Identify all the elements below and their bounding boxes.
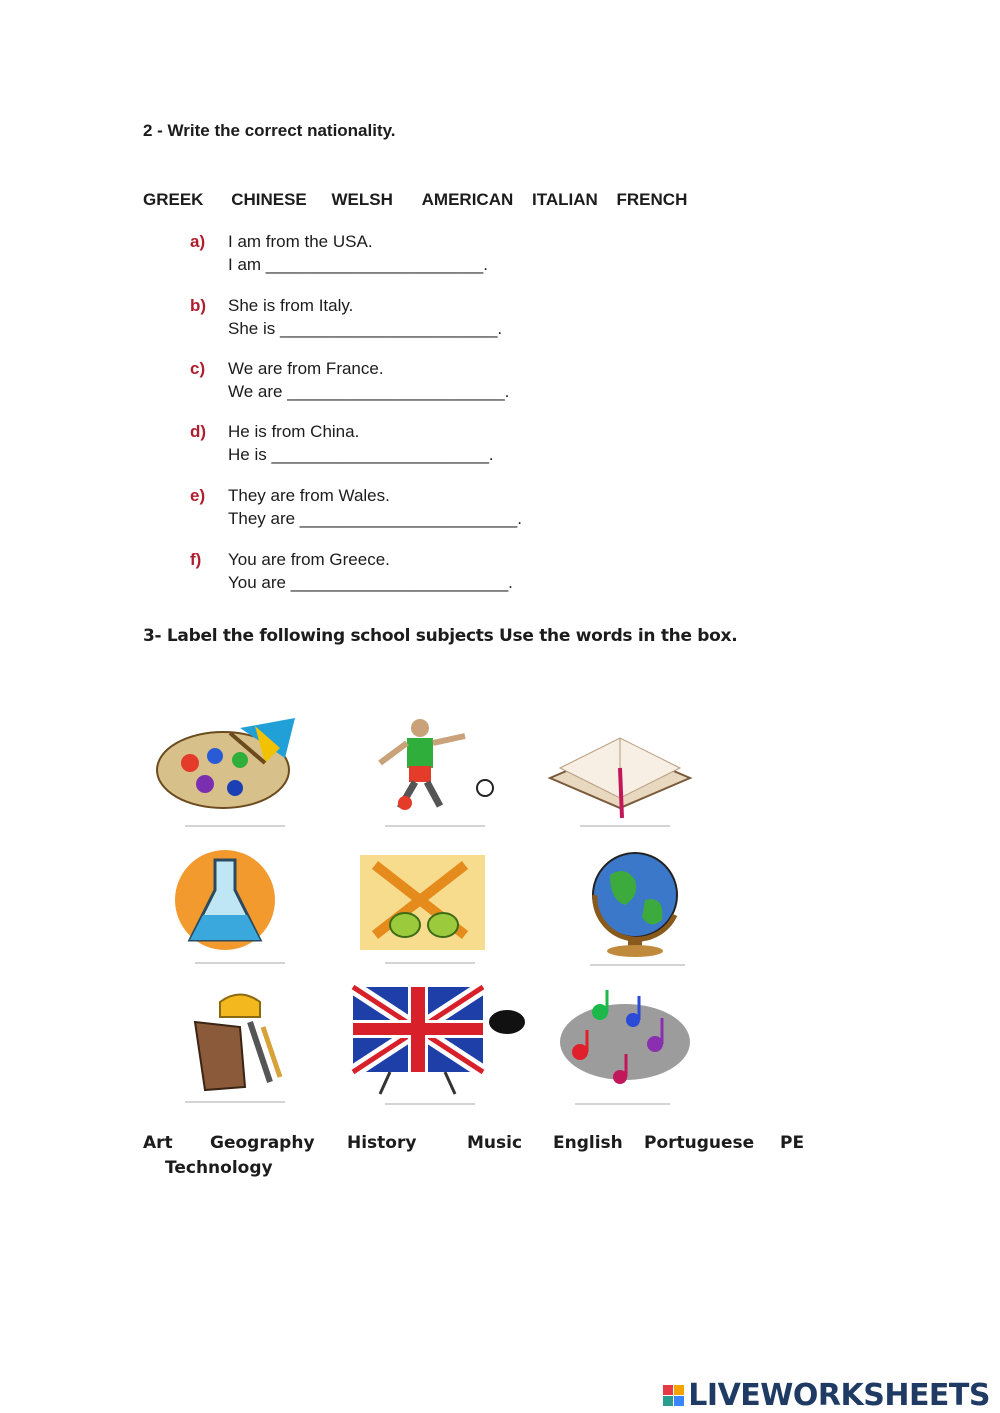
logo-text: LIVEWORKSHEETS [688,1378,990,1413]
question-letter: f) [190,550,202,569]
word-american: AMERICAN [421,190,514,209]
open-book-icon [540,708,700,836]
scissors-tools-icon [345,845,505,973]
liveworksheets-logo [663,1378,990,1413]
question-sentence: She is from Italy. [228,296,354,315]
question-sentence: He is from China. [228,422,360,441]
tools-helmet-icon [145,982,305,1110]
subject-english: English [553,1133,623,1153]
football-player-icon [345,708,505,836]
exercise-2-title: 2 - Write the correct nationality. [143,121,396,140]
question-letter: b) [190,296,207,315]
exercise-3-title: 3- Label the following school subjects Use the words in the box. [143,626,738,646]
subject-pe: PE [780,1133,805,1153]
nationality-word-bank [143,190,687,210]
question-letter: e) [190,486,206,505]
word-chinese: CHINESE [231,190,307,209]
word-welsh: WELSH [331,190,393,209]
answer-blank[interactable]: You are _______________________. [228,573,513,592]
subject-history: History [347,1133,417,1153]
subject-art: Art [143,1133,173,1153]
answer-blank[interactable]: I am _______________________. [228,255,488,274]
paint-palette-icon [145,708,305,836]
subject-technology: Technology [165,1158,273,1178]
globe-icon [540,845,700,973]
question-sentence: I am from the USA. [228,232,373,251]
word-italian: ITALIAN [531,190,598,209]
answer-blank[interactable]: She is _______________________. [228,319,503,338]
science-flask-icon [145,845,305,973]
question-letter: a) [190,232,206,251]
subject-portuguese: Portuguese [644,1133,755,1153]
subject-geography: Geography [210,1133,315,1153]
question-sentence: We are from France. [228,359,384,378]
answer-blank[interactable]: He is _______________________. [228,445,494,464]
union-jack-flag-icon [345,982,530,1110]
question-sentence: They are from Wales. [228,486,390,505]
answer-blank[interactable]: We are _______________________. [228,382,510,401]
music-notes-icon [555,982,715,1110]
word-greek: GREEK [143,190,204,209]
question-sentence: You are from Greece. [228,550,390,569]
subject-music: Music [467,1133,523,1153]
answer-blank[interactable]: They are _______________________. [228,509,522,528]
question-letter: c) [190,359,206,378]
logo-mark-icon [663,1385,684,1406]
question-letter: d) [190,422,207,441]
word-french: FRENCH [616,190,688,209]
